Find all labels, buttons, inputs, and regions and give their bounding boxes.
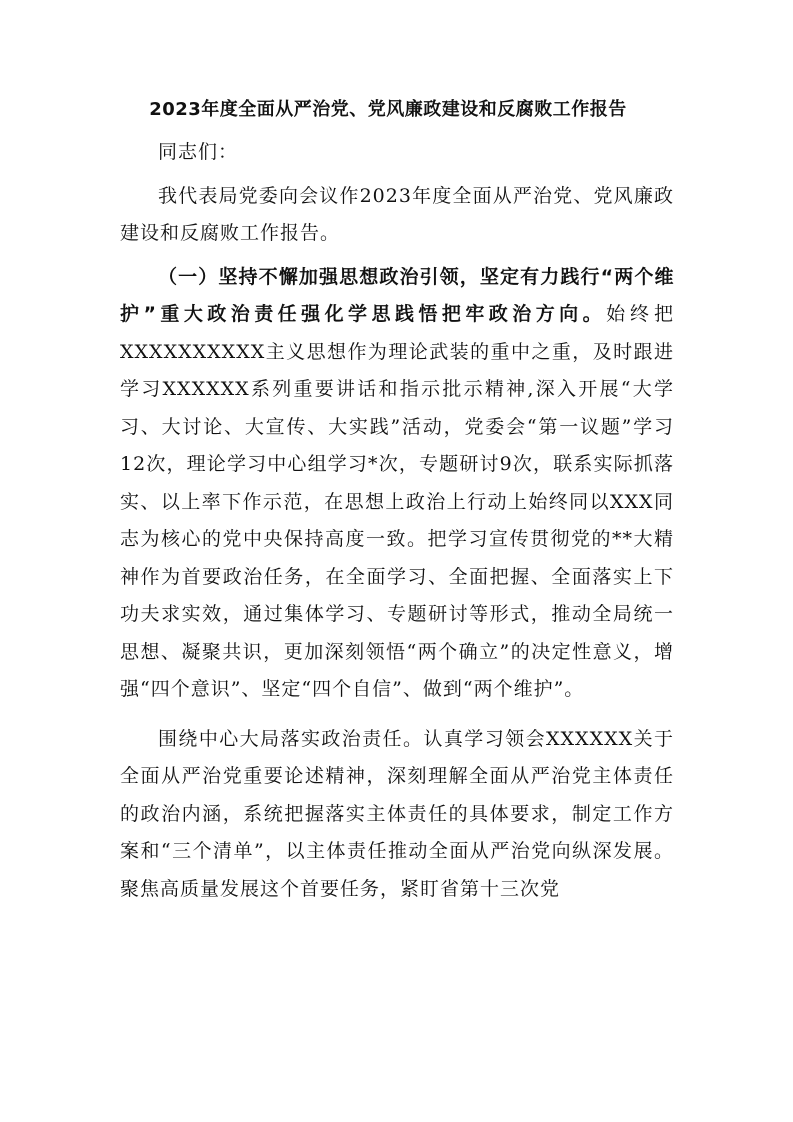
section-1-heading: （一）坚持不懈加强思想政治引领，坚定有力践行“两个维护”重大政治责任强化学思践悟把牢政治方向。: [120, 265, 674, 325]
intro-paragraph: 我代表局党委向会议作2023年度全面从严治党、党风廉政建设和反腐败工作报告。: [120, 184, 674, 244]
section-1-body: 始终把XXXXXXXXXX主义思想作为理论武装的重中之重，及时跟进学习XXXXXX系列重要讲话和指示批示精神,深入开展“大学习、大讨论、大宣传、大实践”活动，党委会“第一议题”学习12次，理论学习中心组学习*次，专题研讨9次，联系实际抓落实、以上率下作示范，在思想上政治上行动上始终同以XXX同志为核心的党中央保持高度一致。把学习宣传贯彻党的**大精神作为首要政治任务，在全面学习、全面把握、全面落实上下功夫求实效，通过集体学习、专题研讨等形式，推动全局统一思想、凝聚共识，更加深刻领悟“两个确立”的决定性意义，增强“四个意识”、坚定“四个自信”、做到“两个维护”。: [120, 303, 674, 700]
paragraph-2: 围绕中心大局落实政治责任。认真学习领会XXXXXX关于全面从严治党重要论述精神，深刻理解全面从严治党主体责任的政治内涵，系统把握落实主体责任的具体要求，制定工作方案和“三个清单”，以主体责任推动全面从严治党向纵深发展。聚焦高质量发展这个首要任务，紧盯省第十三次党: [120, 727, 674, 900]
salutation: 同志们：: [158, 141, 239, 163]
section-1-paragraph: [120, 259, 674, 709]
document-page: [120, 92, 674, 908]
document-title: 2023年度全面从严治党、党风廉政建设和反腐败工作报告: [149, 99, 627, 120]
